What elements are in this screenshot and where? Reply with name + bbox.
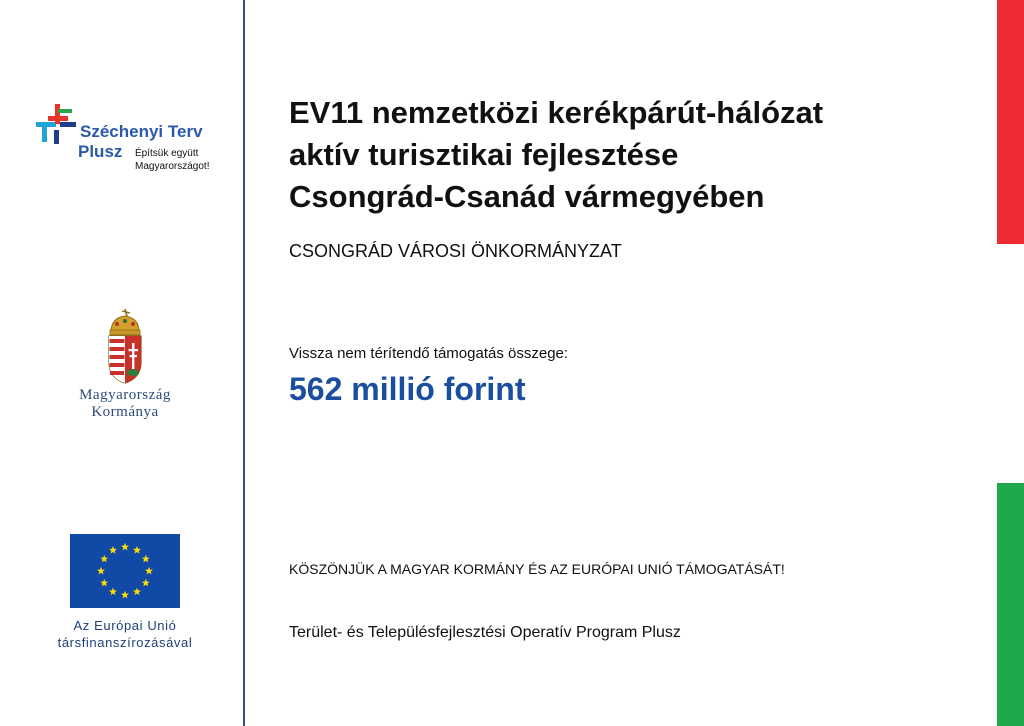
government-logo-text bbox=[40, 387, 210, 421]
project-title-line2: aktív turisztikai fejlesztése bbox=[289, 137, 679, 172]
szechenyi-title-line1: Széchenyi Terv bbox=[80, 122, 203, 141]
flag-red-stripe bbox=[997, 0, 1024, 244]
grant-amount: 562 millió forint bbox=[289, 371, 526, 407]
szechenyi-slogan-line1: Építsük együtt bbox=[135, 148, 199, 159]
szechenyi-slogan-line2: Magyarországot! bbox=[135, 161, 210, 172]
project-title bbox=[289, 92, 979, 218]
eu-line2: társfinanszírozásával bbox=[57, 635, 193, 650]
szechenyi-cross-icon bbox=[34, 100, 80, 146]
project-title-line1: EV11 nemzetközi kerékpárút-hálózat bbox=[289, 95, 824, 130]
hungarian-coat-of-arms-icon bbox=[105, 308, 145, 384]
eu-logo bbox=[40, 534, 210, 651]
grant-label: Vissza nem térítendő támogatás összege: bbox=[289, 345, 569, 362]
eu-flag-icon bbox=[70, 534, 180, 608]
program-name: Terület- és Településfejlesztési Operatív Program Plusz bbox=[289, 624, 681, 641]
eu-line1: Az Európai Unió bbox=[73, 618, 177, 633]
eu-logo-text bbox=[40, 617, 210, 651]
government-line1: Magyarország bbox=[79, 387, 171, 403]
flag-green-stripe bbox=[997, 483, 1024, 726]
government-logo bbox=[40, 308, 210, 428]
vertical-divider bbox=[243, 0, 245, 726]
beneficiary-name: CSONGRÁD VÁROSI ÖNKORMÁNYZAT bbox=[289, 241, 622, 261]
government-line2: Kormánya bbox=[91, 404, 159, 420]
thanks-text: KÖSZÖNJÜK A MAGYAR KORMÁNY ÉS AZ EURÓPAI UNIÓ TÁMOGATÁSÁT! bbox=[289, 561, 785, 577]
project-title-line3: Csongrád-Csanád vármegyében bbox=[289, 179, 765, 214]
szechenyi-terv-logo bbox=[34, 100, 234, 180]
szechenyi-slogan bbox=[135, 147, 209, 173]
szechenyi-title-line2: Plusz bbox=[78, 142, 123, 161]
